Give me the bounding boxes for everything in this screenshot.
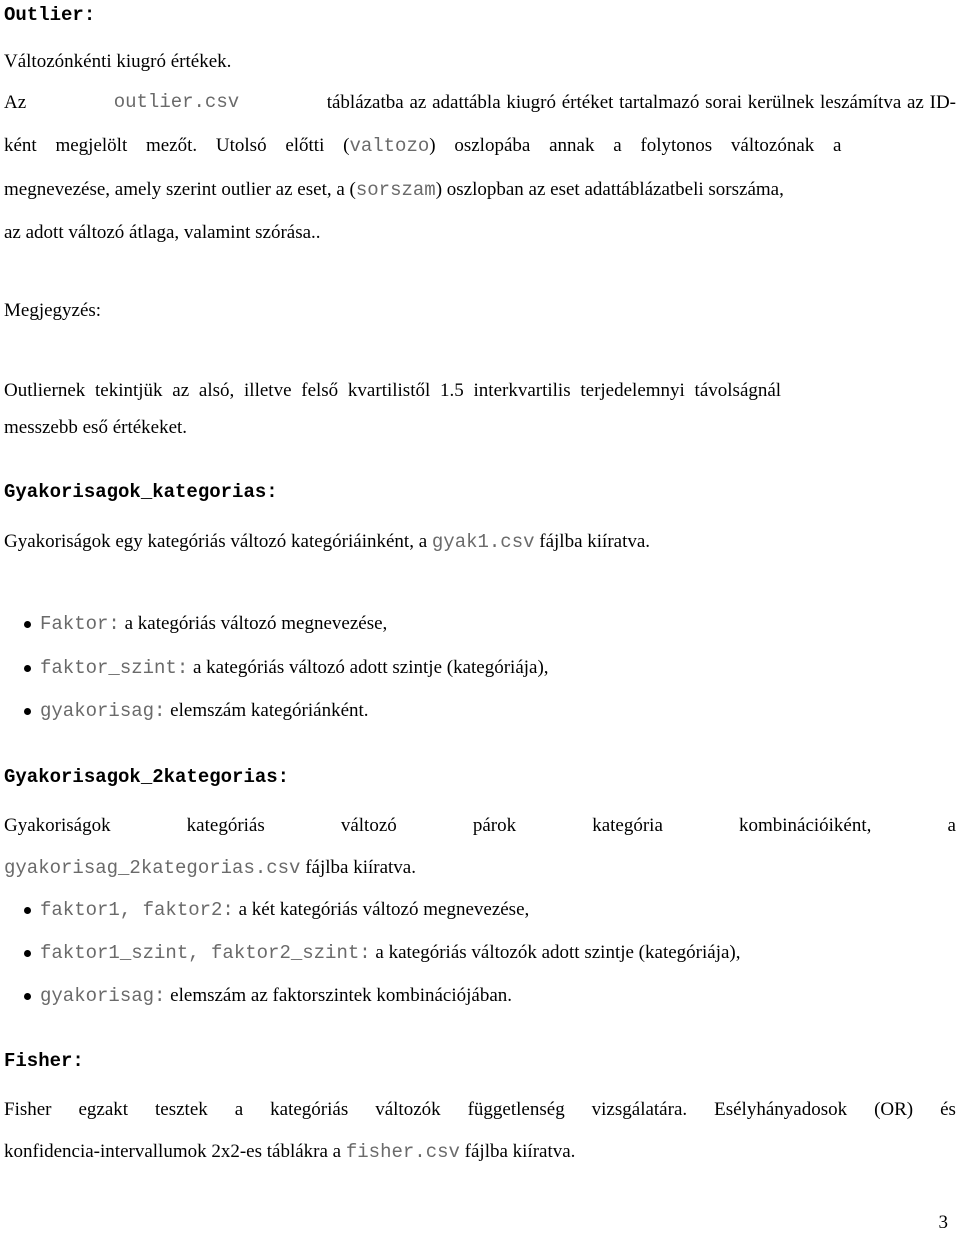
list-item: faktor_szint: a kategóriás változó adott szintje (kategóriája), — [40, 658, 549, 678]
list-item: gyakorisag: elemszám kategóriánként. — [40, 701, 369, 721]
outlier-paragraph-line-4: az adott változó átlaga, valamint szórása.. — [4, 222, 321, 243]
gyak-2kat-description-line-2: gyakorisag_2kategorias.csv fájlba kiíratva. — [4, 857, 416, 879]
fisher-description-line-2: konfidencia-intervallumok 2x2-es táblákra a fisher.csv fájlba kiíratva. — [4, 1141, 576, 1163]
bullet-icon — [24, 907, 31, 914]
bullet-icon — [24, 950, 31, 957]
outlier-paragraph-line-3: megnevezése, amely szerint outlier az eset, a (sorszam) oszlopban az eset adattáblázatbeli sorszáma, — [4, 179, 784, 201]
list-item: faktor1_szint, faktor2_szint: a kategóriás változók adott szintje (kategóriája), — [40, 943, 740, 963]
section-heading-gyakorisagok-2kategorias: Gyakorisagok_2kategorias: — [4, 766, 290, 788]
list-item: Faktor: a kategóriás változó megnevezése, — [40, 614, 387, 634]
bullet-icon — [24, 993, 31, 1000]
code-filename: fisher.csv — [345, 1141, 460, 1163]
bullet-icon — [24, 621, 31, 628]
note-label: Megjegyzés: — [4, 300, 102, 321]
list-item: gyakorisag: elemszám az faktorszintek kombinációjában. — [40, 986, 512, 1006]
note-line-2: messzebb eső értékeket. — [4, 417, 188, 438]
page-number: 3 — [938, 1212, 948, 1233]
gyak-kat-description: Gyakoriságok egy kategóriás változó kategóriáinként, a gyak1.csv fájlba kiíratva. — [4, 531, 651, 553]
section-heading-fisher: Fisher: — [4, 1050, 84, 1072]
gyak-2kat-description-line-1: Gyakoriságok kategóriás változó párok kategória kombinációiként, a — [4, 815, 956, 836]
outlier-summary: Változónkénti kiugró értékek. — [4, 51, 232, 72]
section-heading-gyakorisagok-kategorias: Gyakorisagok_kategorias: — [4, 481, 278, 503]
code-column-name: valtozo — [349, 135, 430, 157]
fisher-description-line-1: Fisher egzakt tesztek a kategóriás változók függetlenség vizsgálatára. Esélyhányadosok (OR) és — [4, 1099, 956, 1120]
section-heading-outlier: Outlier: — [4, 4, 96, 26]
outlier-paragraph-line-2: ként megjelölt mezőt. Utolsó előtti (valtozo) oszlopába annak a folytonos változónak a — [4, 135, 842, 157]
code-filename: gyakorisag_2kategorias.csv — [4, 857, 301, 879]
code-filename: gyak1.csv — [431, 531, 535, 553]
note-line-1: Outliernek tekintjük az alsó, illetve felső kvartilistől 1.5 interkvartilis terjedelemnyi távolságnál — [4, 380, 782, 401]
code-filename: outlier.csv — [113, 91, 240, 113]
outlier-paragraph-line-1: Az outlier.csv táblázatba az adattábla kiugró értéket tartalmazó sorai kerülnek leszámítva az ID- — [4, 91, 956, 113]
bullet-icon — [24, 708, 31, 715]
bullet-icon — [24, 665, 31, 672]
list-item: faktor1, faktor2: a két kategóriás változó megnevezése, — [40, 900, 529, 920]
code-column-name: sorszam — [355, 179, 436, 201]
